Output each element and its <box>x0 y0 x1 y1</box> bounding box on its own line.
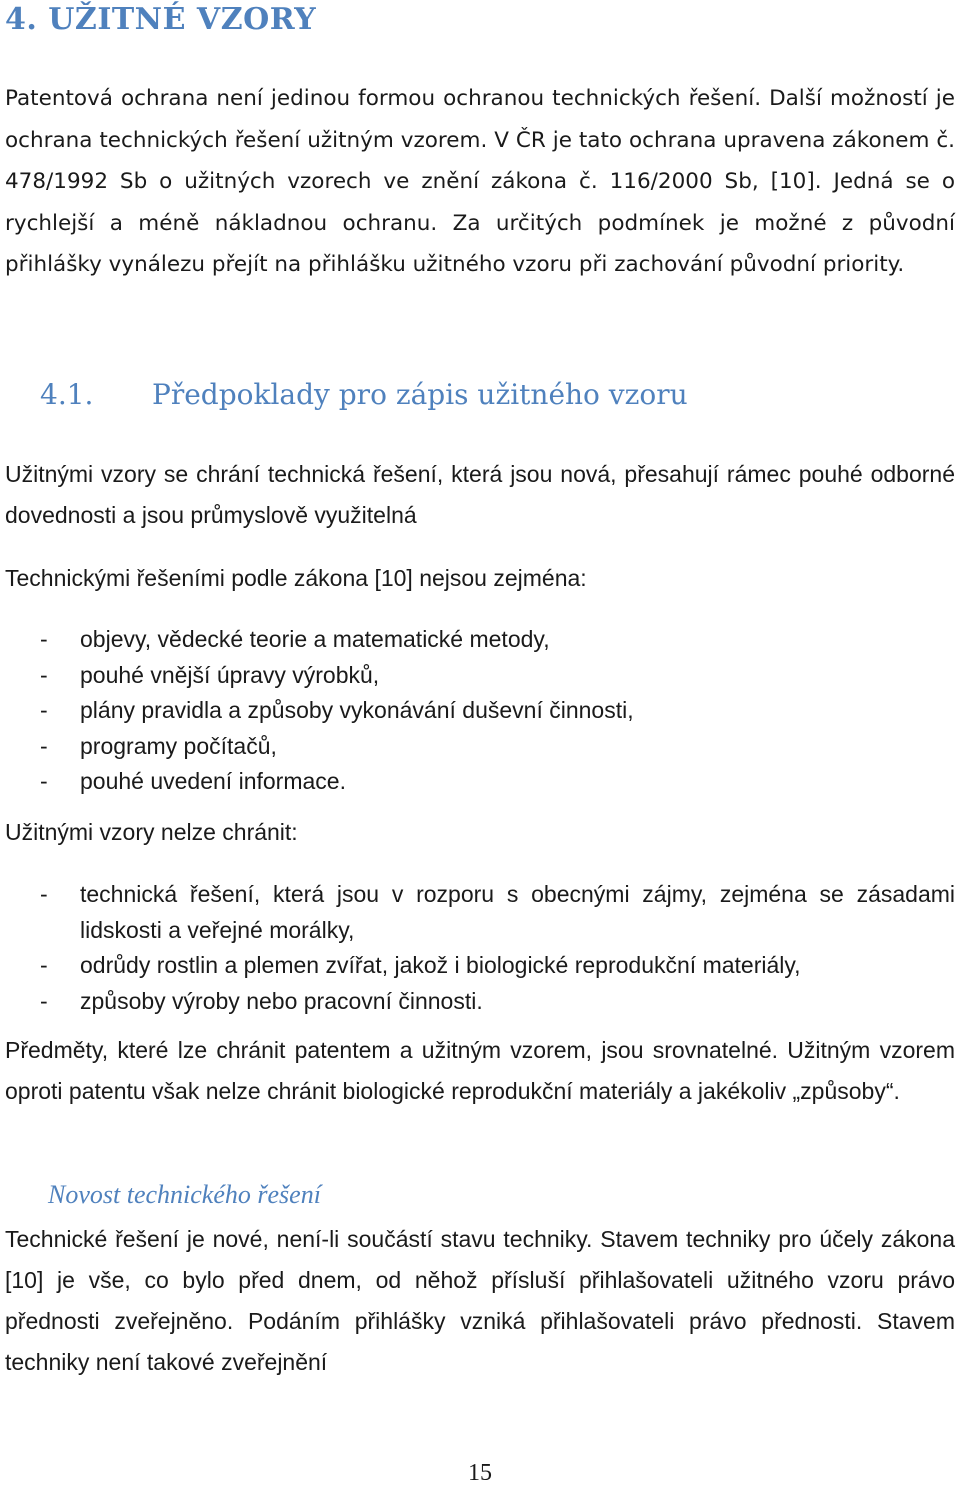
protected-paragraph: Užitnými vzory se chrání technická řešení, která jsou nová, přesahují rámec pouhé odborné dovednosti a jsou průmyslově využitelná <box>5 461 955 528</box>
section-number: 4.1. <box>40 378 94 411</box>
novelty-paragraph: Technické řešení je nové, není-li součástí stavu techniky. Stavem techniky pro účely zákona [10] je vše, co bylo před dnem, od něhož přísluší přihlašovateli užitného vzoru právo přednosti zveřejněno. Podáním přihlášky vzniká přihlašovateli právo přednosti. Stavem techniky není takové zveřejnění <box>5 1226 955 1375</box>
section-heading <box>40 378 688 411</box>
list-item: - odrůdy rostlin a plemen zvířat, jakož i biologické reprodukční materiály, <box>5 948 955 984</box>
intro-paragraph: Patentová ochrana není jedinou formou ochranou technických řešení. Další možností je ochrana technických řešení užitným vzorem. V ČR je tato ochrana upravena zákonem č. 478/1992 Sb o užitných vzorech ve znění zákona č. 116/2000 Sb, [10]. Jedná se o rychlejší a méně nákladnou ochranu. Za určitých podmínek je možné z původní přihlášky vynálezu přejít na přihlášku užitného vzoru při zachování původní priority. <box>5 86 955 277</box>
list-dash: - <box>40 768 48 794</box>
novelty-subheading: Novost technického řešení <box>48 1180 321 1209</box>
page-number: 15 <box>468 1460 492 1486</box>
list-item: - způsoby výroby nebo pracovní činnosti. <box>5 984 955 1020</box>
list-dash: - <box>40 881 48 907</box>
list-dash: - <box>40 697 48 723</box>
not-solutions-list <box>5 622 955 800</box>
cannot-protect-paragraph: Užitnými vzory nelze chránit: <box>5 819 298 845</box>
list-item: - programy počítačů, <box>5 729 955 765</box>
list-dash: - <box>40 952 48 978</box>
chapter-heading: 4. UŽITNÉ VZORY <box>5 2 317 37</box>
list-dash: - <box>40 626 48 652</box>
section-title: Předpoklady pro zápis užitného vzoru <box>152 378 688 411</box>
not-solutions-paragraph: Technickými řešeními podle zákona [10] nejsou zejména: <box>5 565 587 591</box>
list-dash: - <box>40 732 48 759</box>
list-item: - objevy, vědecké teorie a matematické metody, <box>5 622 955 658</box>
list-item: - pouhé uvedení informace. <box>5 764 955 800</box>
cannot-protect-list <box>5 877 955 1019</box>
list-item: - pouhé vnější úpravy výrobků, <box>5 658 955 694</box>
list-dash: - <box>40 987 48 1014</box>
list-dash: - <box>40 661 48 688</box>
comparison-paragraph: Předměty, které lze chránit patentem a užitným vzorem, jsou srovnatelné. Užitným vzorem oproti patentu však nelze chránit biologické reprodukční materiály a jakékoliv „způsoby“. <box>5 1037 955 1104</box>
list-item: - plány pravidla a způsoby vykonávání duševní činnosti, <box>5 693 955 729</box>
list-item: - technická řešení, která jsou v rozporu s obecnými zájmy, zejména se zásadami lidskosti a veřejné morálky, <box>5 877 955 948</box>
